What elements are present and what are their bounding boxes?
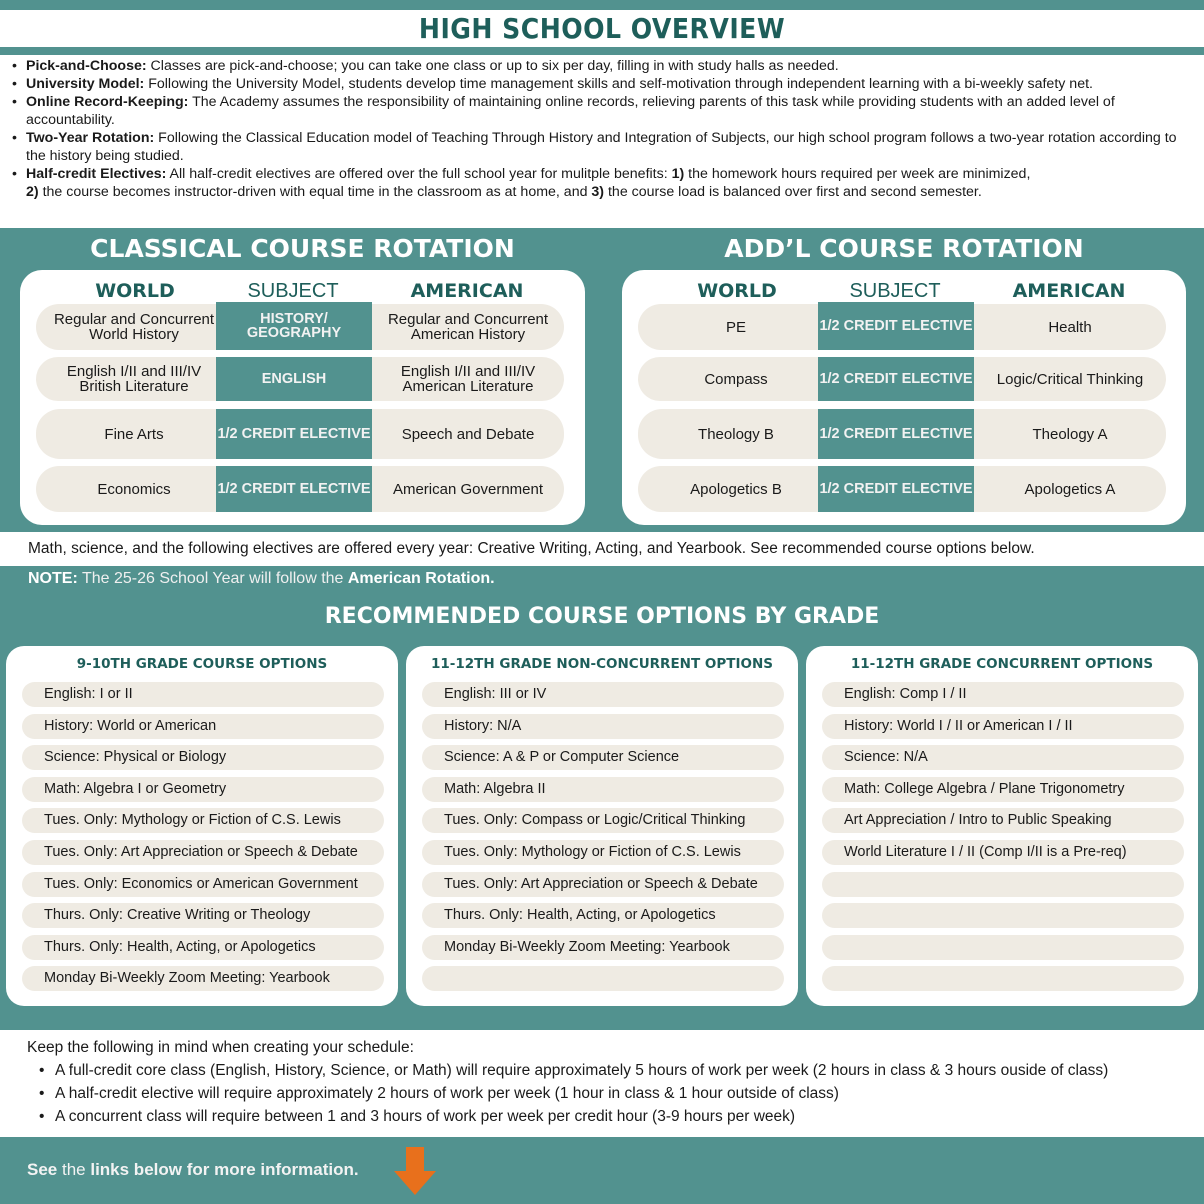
american-course: Health — [1048, 318, 1092, 336]
rotation-row — [36, 409, 564, 459]
grade-9-10-card — [6, 646, 398, 1006]
american-course: Apologetics A — [1024, 480, 1116, 498]
course-option: Tues. Only: Mythology or Fiction of C.S. Lewis — [22, 808, 384, 833]
course-list — [22, 682, 384, 998]
subject-label: HISTORY/ GEOGRAPHY — [216, 302, 372, 350]
offered-every-year-text: Math, science, and the following electives are offered every year: Creative Writing, Acting, and Yearbook. See recommended course options below. — [0, 530, 1204, 566]
intro-text: the course load is balanced over first and second semester. — [604, 184, 982, 200]
subject-label: 1/2 CREDIT ELECTIVE — [216, 466, 372, 512]
rotation-row — [638, 466, 1166, 512]
additional-rotation-title: ADD’L COURSE ROTATION — [724, 234, 1084, 263]
classical-rotation-title: CLASSICAL COURSE ROTATION — [90, 234, 515, 263]
world-header: WORLD — [95, 280, 175, 302]
tips-lead: Keep the following in mind when creating your schedule: — [27, 1039, 414, 1056]
footer-see: See — [27, 1160, 58, 1179]
course-list — [822, 682, 1184, 998]
arrow-down-icon — [392, 1147, 438, 1195]
american-course: Regular and Concurrent American History — [387, 311, 549, 343]
intro-label: Pick-and-Choose: — [26, 58, 147, 74]
course-option: Tues. Only: Art Appreciation or Speech & Debate — [22, 840, 384, 865]
rotation-row — [638, 357, 1166, 401]
course-option: Art Appreciation / Intro to Public Speaking — [822, 808, 1184, 833]
course-option: History: N/A — [422, 714, 784, 739]
additional-rotation-card — [622, 270, 1186, 525]
rotation-row — [638, 409, 1166, 459]
title-bar — [0, 10, 1204, 47]
course-option: Tues. Only: Economics or American Government — [22, 872, 384, 897]
course-option: Thurs. Only: Creative Writing or Theology — [22, 903, 384, 928]
world-course: Theology B — [698, 425, 774, 443]
course-option: English: I or II — [22, 682, 384, 707]
intro-label: Two-Year Rotation: — [26, 130, 155, 146]
course-option: History: World I / II or American I / II — [822, 714, 1184, 739]
footer-links-text: links below for more information. — [90, 1160, 359, 1179]
subject-label: 1/2 CREDIT ELECTIVE — [818, 302, 974, 350]
subject-label: 1/2 CREDIT ELECTIVE — [818, 409, 974, 459]
grade-11-12-nonconcurrent-card — [406, 646, 798, 1006]
intro-number: 2) — [26, 184, 39, 200]
world-course: Apologetics B — [690, 480, 782, 498]
course-option: Thurs. Only: Health, Acting, or Apologetics — [422, 903, 784, 928]
intro-text: Classes are pick-and-choose; you can take one class or up to six per day, filling in with study halls as needed. — [146, 58, 839, 74]
course-option — [422, 966, 784, 991]
course-option: World Literature I / II (Comp I/II is a Pre-req) — [822, 840, 1184, 865]
course-option: Science: Physical or Biology — [22, 745, 384, 770]
american-course: American Government — [392, 480, 544, 498]
intro-text: Following the Classical Education model of Teaching Through History and Integration of Subjects, our high school program follows a two-year rotation according to the history being studied. — [26, 130, 1177, 164]
rotation-note — [28, 570, 495, 588]
american-course: English I/II and III/IV American Literature — [400, 363, 536, 395]
course-option: Monday Bi-Weekly Zoom Meeting: Yearbook — [22, 966, 384, 991]
course-option: History: World or American — [22, 714, 384, 739]
footer — [0, 1137, 1204, 1204]
schedule-tips — [0, 1030, 1204, 1137]
course-option: Thurs. Only: Health, Acting, or Apologetics — [22, 935, 384, 960]
recommended-section — [0, 566, 1204, 1030]
course-option: Math: Algebra I or Geometry — [22, 777, 384, 802]
course-option: Monday Bi-Weekly Zoom Meeting: Yearbook — [422, 935, 784, 960]
intro-item — [10, 57, 1192, 75]
course-option: Science: N/A — [822, 745, 1184, 770]
world-course: Fine Arts — [104, 425, 164, 443]
intro-item — [10, 75, 1192, 93]
course-option — [822, 903, 1184, 928]
intro-text: Following the University Model, students develop time management skills and self-motivation through independent learning with a bi-weekly safety net. — [144, 76, 1093, 92]
course-option: Science: A & P or Computer Science — [422, 745, 784, 770]
american-header: AMERICAN — [410, 280, 524, 302]
course-option: English: Comp I / II — [822, 682, 1184, 707]
rotation-row — [638, 304, 1166, 350]
note-emphasis: American Rotation. — [347, 570, 495, 587]
card-title: 11-12TH GRADE CONCURRENT OPTIONS — [850, 656, 1154, 672]
intro-label: Half-credit Electives: — [26, 166, 167, 182]
tip-item: • A full-credit core class (English, History, Science, or Math) will require approximately 5 hours of work per week (2 hours in class & 3 hours ouside of class) — [37, 1059, 1204, 1082]
subject-header: SUBJECT — [849, 280, 941, 302]
american-header: AMERICAN — [1012, 280, 1126, 302]
world-course: Regular and Concurrent World History — [53, 311, 215, 343]
american-course: Theology A — [1032, 425, 1108, 443]
world-course: Compass — [704, 370, 768, 388]
intro-text: All half-credit electives are offered over the full school year for mulitple benefits: — [166, 166, 672, 182]
divider-band — [0, 47, 1204, 55]
course-option: English: III or IV — [422, 682, 784, 707]
course-option: Tues. Only: Art Appreciation or Speech & Debate — [422, 872, 784, 897]
world-course: English I/II and III/IV British Literature — [66, 363, 202, 395]
classical-rotation-card — [20, 270, 585, 525]
footer-the: the — [57, 1160, 91, 1179]
top-band — [0, 0, 1204, 10]
american-course: Speech and Debate — [401, 425, 535, 443]
course-option: Math: Algebra II — [422, 777, 784, 802]
intro-section — [0, 55, 1204, 228]
intro-number: 3) — [591, 184, 605, 200]
intro-item — [10, 129, 1192, 165]
intro-text: The Academy assumes the responsibility of maintaining online records, relieving parents of this task while providing students with an added level of accountability. — [26, 94, 1115, 128]
card-title: 11-12TH GRADE NON-CONCURRENT OPTIONS — [431, 656, 773, 672]
course-option — [822, 935, 1184, 960]
subject-label: 1/2 CREDIT ELECTIVE — [216, 409, 372, 459]
rotation-row — [36, 466, 564, 512]
note-label: NOTE: — [28, 570, 78, 587]
recommended-title: RECOMMENDED COURSE OPTIONS BY GRADE — [324, 604, 880, 629]
intro-item — [10, 93, 1192, 129]
intro-label: University Model: — [26, 76, 145, 92]
intro-label: Online Record-Keeping: — [26, 94, 189, 110]
course-option — [822, 872, 1184, 897]
card-title: 9-10TH GRADE COURSE OPTIONS — [76, 656, 328, 672]
rotation-section — [0, 228, 1204, 530]
intro-text: the course becomes instructor-driven with equal time in the classroom as at home, and — [38, 184, 592, 200]
footer-message — [27, 1160, 359, 1180]
course-option: Tues. Only: Mythology or Fiction of C.S. Lewis — [422, 840, 784, 865]
course-option: Tues. Only: Compass or Logic/Critical Thinking — [422, 808, 784, 833]
intro-number: 1) — [671, 166, 685, 182]
subject-label: ENGLISH — [216, 357, 372, 401]
page-title: HIGH SCHOOL OVERVIEW — [418, 12, 786, 45]
rotation-row — [36, 357, 564, 401]
american-course: Logic/Critical Thinking — [996, 370, 1144, 388]
world-header: WORLD — [697, 280, 777, 302]
world-course: Economics — [97, 480, 171, 498]
world-course: PE — [725, 318, 746, 336]
tip-item: • A half-credit elective will require approximately 2 hours of work per week (1 hour in class & 1 hour outside of class) — [37, 1082, 1204, 1105]
course-option — [822, 966, 1184, 991]
course-option: Math: College Algebra / Plane Trigonometry — [822, 777, 1184, 802]
note-text: The 25-26 School Year will follow the — [77, 570, 348, 587]
subject-header: SUBJECT — [247, 280, 339, 302]
grade-11-12-concurrent-card — [806, 646, 1198, 1006]
intro-text: the homework hours required per week are minimized, — [684, 166, 1031, 182]
rotation-row — [36, 304, 564, 350]
subject-label: 1/2 CREDIT ELECTIVE — [818, 466, 974, 512]
tip-item: • A concurrent class will require between 1 and 3 hours of work per week per credit hour (3-9 hours per week) — [37, 1105, 1204, 1128]
subject-label: 1/2 CREDIT ELECTIVE — [818, 357, 974, 401]
intro-item — [10, 165, 1192, 201]
course-list — [422, 682, 784, 998]
